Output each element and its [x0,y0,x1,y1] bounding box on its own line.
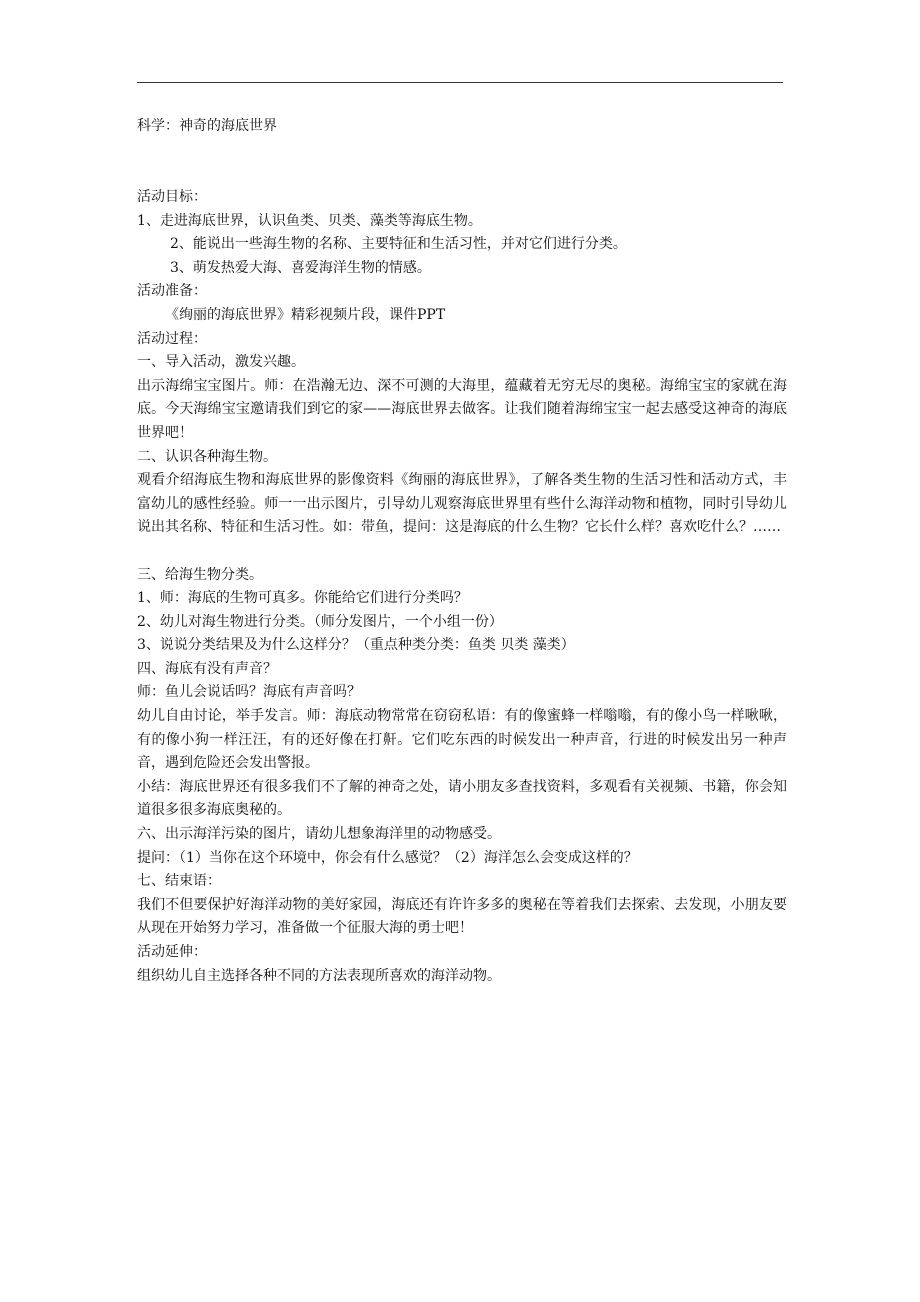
paragraph: 活动准备： [137,283,207,300]
paragraph: 1、走进海底世界，认识鱼类、贝类、藻类等海底生物。 [137,212,482,229]
paragraph: 小结：海底世界还有很多我们不了解的神奇之处，请小朋友多查找资料，多观看有关视频、书籍，你会知道很多很多海底奥秘的。 [137,778,787,819]
paragraph: 观看介绍海底生物和海底世界的影像资料《绚丽的海底世界》，了解各类生物的生活习性和活动方式，丰富幼儿的感性经验。师一一出示图片，引导幼儿观察海底世界里有些什么海洋动物和植物，同时引导幼儿说出其名称、特征和生活习性。如：带鱼，提问：这是海底的什么生物？它长什么样？喜欢吃什么？…… [137,472,787,536]
paragraph: 三、给海生物分类。 [137,566,263,583]
header-rule [137,82,783,83]
paragraph: 出示海绵宝宝图片。师：在浩瀚无边、深不可测的大海里，蕴藏着无穷无尽的奥秘。海绵宝宝的家就在海底。今天海绵宝宝邀请我们到它的家——海底世界去做客。让我们随着海绵宝宝一起去感受这神奇的海底世界吧！ [137,377,787,441]
paragraph: 一、导入活动，激发兴趣。 [137,354,305,371]
paragraph: 活动过程： [137,330,207,347]
paragraph: 二、认识各种海生物。 [137,448,277,465]
paragraph: 幼儿自由讨论，举手发言。师：海底动物常常在窃窃私语：有的像蜜蜂一样嗡嗡，有的像小鸟一样啾啾，有的像小狗一样汪汪，有的还好像在打鼾。它们吃东西的时候发出一种声音，行进的时候发出另一种声音，遇到危险还会发出警报。 [137,708,787,772]
paragraph: 我们不但要保护好海洋动物的美好家园，海底还有许许多多的奥秘在等着我们去探索、去发现，小朋友要从现在开始努力学习，准备做一个征服大海的勇士吧！ [137,896,787,937]
paragraph: 四、海底有没有声音？ [137,660,277,677]
paragraph: 3、萌发热爱大海、喜爱海洋生物的情感。 [170,259,431,276]
paragraph: 活动目标： [137,189,207,205]
paragraph: 六、出示海洋污染的图片，请幼儿想象海洋里的动物感受。 [137,826,501,843]
paragraph: 组织幼儿自主选择各种不同的方法表现所喜欢的海洋动物。 [137,967,501,984]
blank-line [137,540,787,564]
paragraph: 七、结束语： [137,873,221,890]
paragraph: 《绚丽的海底世界》精彩视频片段，课件PPT [165,306,446,323]
paragraph: 提问：（1）当你在这个环境中，你会有什么感觉？（2）海洋怎么会变成这样的？ [137,849,638,866]
document-title: 科学：神奇的海底世界 [137,118,277,134]
paragraph: 师：鱼儿会说话吗？海底有声音吗？ [137,684,361,701]
paragraph: 1、师：海底的生物可真多。你能给它们进行分类吗？ [137,590,468,607]
paragraph: 2、幼儿对海生物进行分类。（师分发图片，一个小组一份） [137,613,503,630]
paragraph: 3、说说分类结果及为什么这样分？（重点种类分类：鱼类 贝类 藻类） [137,637,575,654]
paragraph: 2、能说出一些海生物的名称、主要特征和生活习性，并对它们进行分类。 [170,236,627,253]
document-body [137,186,787,988]
paragraph: 活动延伸： [137,944,207,960]
